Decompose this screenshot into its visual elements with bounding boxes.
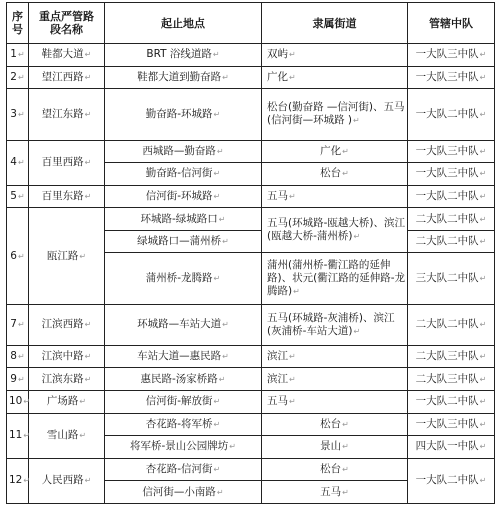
road-name: 百里西路↵ bbox=[29, 140, 105, 185]
street-name: 五马↵ bbox=[262, 481, 408, 504]
road-name: 广场路↵ bbox=[29, 390, 105, 413]
paragraph-mark: ↵ bbox=[479, 109, 487, 119]
road-range: 杏花路-将军桥↵ bbox=[105, 413, 262, 436]
table-row bbox=[7, 413, 495, 436]
table-row bbox=[7, 304, 495, 345]
street-name: 广化↵ bbox=[262, 66, 408, 89]
street-name: 松台↵ bbox=[262, 413, 408, 436]
paragraph-mark: ↵ bbox=[479, 352, 487, 362]
paragraph-mark: ↵ bbox=[84, 352, 92, 362]
paragraph-mark: ↵ bbox=[342, 465, 349, 474]
road-name: 望江西路↵ bbox=[29, 66, 105, 89]
row-number: 12↵ bbox=[7, 458, 29, 503]
street-name: 五马↵ bbox=[262, 185, 408, 208]
team-name: 一大队二中队↵ bbox=[408, 89, 495, 140]
paragraph-mark: ↵ bbox=[479, 146, 487, 156]
table-row bbox=[7, 66, 495, 89]
paragraph-mark: ↵ bbox=[17, 374, 25, 384]
row-number: 5↵ bbox=[7, 185, 29, 208]
row-number: 3↵ bbox=[7, 89, 29, 140]
paragraph-mark: ↵ bbox=[289, 50, 296, 60]
street-name: 松台↵ bbox=[262, 458, 408, 481]
row-number: 7↵ bbox=[7, 304, 29, 345]
paragraph-mark: ↵ bbox=[23, 476, 31, 486]
paragraph-mark: ↵ bbox=[479, 274, 487, 284]
road-range: 杏花路-信河街↵ bbox=[105, 458, 262, 481]
paragraph-mark: ↵ bbox=[353, 232, 361, 242]
road-range: 西城路—勤奋路↵ bbox=[105, 140, 262, 163]
paragraph-mark: ↵ bbox=[212, 50, 220, 60]
street-name: 双屿↵ bbox=[262, 44, 408, 67]
paragraph-mark: ↵ bbox=[479, 320, 487, 330]
paragraph-mark: ↵ bbox=[216, 146, 224, 156]
team-name: 二大队二中队↵ bbox=[408, 304, 495, 345]
road-range: 蒲州桥-龙腾路↵ bbox=[105, 253, 262, 304]
road-range: 惠民路-汤家桥路↵ bbox=[105, 368, 262, 391]
paragraph-mark: ↵ bbox=[84, 191, 92, 201]
paragraph-mark: ↵ bbox=[79, 431, 87, 441]
road-range: 将军桥-景山公园牌坊↵ bbox=[105, 436, 262, 459]
paragraph-mark: ↵ bbox=[479, 374, 487, 384]
table-row bbox=[7, 140, 495, 163]
street-name: 松台(勤奋路 —信河街)、五马(信河街—环城路 )↵ bbox=[262, 89, 408, 140]
paragraph-mark: ↵ bbox=[213, 191, 221, 201]
paragraph-mark: ↵ bbox=[79, 397, 87, 407]
paragraph-mark: ↵ bbox=[222, 320, 229, 330]
paragraph-mark: ↵ bbox=[479, 419, 487, 429]
paragraph-mark: ↵ bbox=[289, 374, 296, 384]
road-name: 望江东路↵ bbox=[29, 89, 105, 140]
paragraph-mark: ↵ bbox=[17, 50, 25, 60]
street-name: 滨江↵ bbox=[262, 345, 408, 368]
team-name: 二大队三中队↵ bbox=[408, 345, 495, 368]
team-name: 一大队三中队↵ bbox=[408, 413, 495, 436]
road-range: 环城路—车站大道↵ bbox=[105, 304, 262, 345]
table-row bbox=[7, 89, 495, 140]
paragraph-mark: ↵ bbox=[342, 169, 349, 179]
paragraph-mark: ↵ bbox=[84, 50, 92, 60]
paragraph-mark: ↵ bbox=[213, 397, 221, 407]
header-road: 重点严管路 段名称 bbox=[29, 3, 105, 44]
paragraph-mark: ↵ bbox=[479, 214, 487, 224]
paragraph-mark: ↵ bbox=[342, 487, 349, 497]
team-name: 一大队三中队↵ bbox=[408, 140, 495, 163]
paragraph-mark: ↵ bbox=[84, 374, 92, 384]
table-row bbox=[7, 458, 495, 481]
paragraph-mark: ↵ bbox=[79, 251, 87, 261]
road-range: 勤奋路-环城路↵ bbox=[105, 89, 262, 140]
paragraph-mark: ↵ bbox=[289, 397, 296, 407]
paragraph-mark: ↵ bbox=[84, 320, 92, 330]
row-number: 1↵ bbox=[7, 44, 29, 67]
paragraph-mark: ↵ bbox=[479, 237, 487, 247]
paragraph-mark: ↵ bbox=[84, 476, 92, 486]
table-row bbox=[7, 390, 495, 413]
team-name: 二大队二中队↵ bbox=[408, 230, 495, 253]
paragraph-mark: ↵ bbox=[17, 251, 25, 261]
paragraph-mark: ↵ bbox=[17, 191, 25, 201]
road-range: 环城路-绿城路口↵ bbox=[105, 208, 262, 231]
paragraph-mark: ↵ bbox=[479, 72, 487, 82]
road-name: 百里东路↵ bbox=[29, 185, 105, 208]
road-name: 瓯江路↵ bbox=[29, 208, 105, 304]
paragraph-mark: ↵ bbox=[17, 352, 25, 362]
paragraph-mark: ↵ bbox=[353, 326, 361, 336]
row-number: 4↵ bbox=[7, 140, 29, 185]
paragraph-mark: ↵ bbox=[353, 116, 360, 126]
team-name: 一大队三中队↵ bbox=[408, 44, 495, 67]
header-no: 序 号 bbox=[7, 3, 29, 44]
road-range: 鞋都大道到勤奋路↵ bbox=[105, 66, 262, 89]
street-name: 五马(环城路-灰浦桥)、滨江(灰浦桥-车站大道)↵ bbox=[262, 304, 408, 345]
road-range: 信河街-环城路↵ bbox=[105, 185, 262, 208]
row-number: 9↵ bbox=[7, 368, 29, 391]
paragraph-mark: ↵ bbox=[289, 352, 296, 362]
paragraph-mark: ↵ bbox=[17, 320, 25, 330]
road-range: 信河街-解放街↵ bbox=[105, 390, 262, 413]
header-range: 起止地点 bbox=[105, 3, 262, 44]
table-row bbox=[7, 208, 495, 231]
paragraph-mark: ↵ bbox=[213, 274, 221, 284]
paragraph-mark: ↵ bbox=[84, 158, 92, 168]
team-name: 二大队二中队↵ bbox=[408, 208, 495, 231]
road-range: 勤奋路-信河街↵ bbox=[105, 163, 262, 186]
paragraph-mark: ↵ bbox=[222, 72, 229, 82]
paragraph-mark: ↵ bbox=[293, 287, 300, 297]
team-name: 一大队二中队↵ bbox=[408, 390, 495, 413]
paragraph-mark: ↵ bbox=[479, 397, 487, 407]
paragraph-mark: ↵ bbox=[289, 72, 296, 82]
paragraph-mark: ↵ bbox=[222, 237, 229, 247]
paragraph-mark: ↵ bbox=[84, 72, 92, 82]
team-name: 一大队二中队↵ bbox=[408, 458, 495, 503]
paragraph-mark: ↵ bbox=[479, 50, 487, 60]
street-name: 景山↵ bbox=[262, 436, 408, 459]
paragraph-mark: ↵ bbox=[23, 431, 31, 441]
team-name: 一大队三中队↵ bbox=[408, 66, 495, 89]
road-range: BRT 浴线道路↵ bbox=[105, 44, 262, 67]
paragraph-mark: ↵ bbox=[17, 72, 25, 82]
road-management-table bbox=[6, 2, 495, 504]
paragraph-mark: ↵ bbox=[479, 442, 487, 452]
road-name: 江滨中路↵ bbox=[29, 345, 105, 368]
header-team: 管辖中队 bbox=[408, 3, 495, 44]
paragraph-mark: ↵ bbox=[213, 109, 221, 119]
paragraph-mark: ↵ bbox=[23, 397, 31, 407]
paragraph-mark: ↵ bbox=[17, 158, 25, 168]
paragraph-mark: ↵ bbox=[229, 442, 236, 452]
table-row bbox=[7, 368, 495, 391]
street-name: 广化↵ bbox=[262, 140, 408, 163]
row-number: 2↵ bbox=[7, 66, 29, 89]
row-number: 10↵ bbox=[7, 390, 29, 413]
street-name: 滨江↵ bbox=[262, 368, 408, 391]
team-name: 一大队二中队↵ bbox=[408, 185, 495, 208]
road-name: 鞋都大道↵ bbox=[29, 44, 105, 67]
paragraph-mark: ↵ bbox=[289, 191, 296, 201]
road-range: 车站大道—惠民路↵ bbox=[105, 345, 262, 368]
paragraph-mark: ↵ bbox=[218, 374, 226, 384]
team-name: 四大队一中队↵ bbox=[408, 436, 495, 459]
header-row bbox=[7, 3, 495, 44]
street-name: 五马↵ bbox=[262, 390, 408, 413]
team-name: 二大队三中队↵ bbox=[408, 368, 495, 391]
road-name: 江滨东路↵ bbox=[29, 368, 105, 391]
street-name: 松台↵ bbox=[262, 163, 408, 186]
paragraph-mark: ↵ bbox=[213, 465, 221, 474]
road-range: 信河街—小南路↵ bbox=[105, 481, 262, 504]
paragraph-mark: ↵ bbox=[479, 476, 487, 486]
paragraph-mark: ↵ bbox=[218, 214, 226, 224]
street-name: 蒲州(蒲州桥-衢江路的延伸路)、状元(衢江路的延伸路-龙腾路)↵ bbox=[262, 253, 408, 304]
paragraph-mark: ↵ bbox=[17, 109, 25, 119]
paragraph-mark: ↵ bbox=[479, 169, 487, 179]
road-name: 雪山路↵ bbox=[29, 413, 105, 458]
street-name: 五马(环城路-瓯越大桥)、滨江(瓯越大桥-蒲州桥)↵ bbox=[262, 208, 408, 253]
paragraph-mark: ↵ bbox=[216, 487, 224, 497]
team-name: 三大队二中队↵ bbox=[408, 253, 495, 304]
row-number: 11↵ bbox=[7, 413, 29, 458]
table-row bbox=[7, 44, 495, 67]
paragraph-mark: ↵ bbox=[342, 442, 349, 452]
team-name: 一大队三中队↵ bbox=[408, 163, 495, 186]
paragraph-mark: ↵ bbox=[213, 419, 221, 429]
paragraph-mark: ↵ bbox=[84, 109, 92, 119]
paragraph-mark: ↵ bbox=[342, 419, 349, 429]
table-row bbox=[7, 185, 495, 208]
row-number: 8↵ bbox=[7, 345, 29, 368]
header-street: 隶属街道 bbox=[262, 3, 408, 44]
paragraph-mark: ↵ bbox=[213, 169, 221, 179]
road-range: 绿城路口—蒲州桥↵ bbox=[105, 230, 262, 253]
row-number: 6↵ bbox=[7, 208, 29, 304]
paragraph-mark: ↵ bbox=[222, 352, 229, 362]
paragraph-mark: ↵ bbox=[479, 191, 487, 201]
road-name: 人民西路↵ bbox=[29, 458, 105, 503]
table-row bbox=[7, 345, 495, 368]
road-name: 江滨西路↵ bbox=[29, 304, 105, 345]
paragraph-mark: ↵ bbox=[342, 146, 349, 156]
